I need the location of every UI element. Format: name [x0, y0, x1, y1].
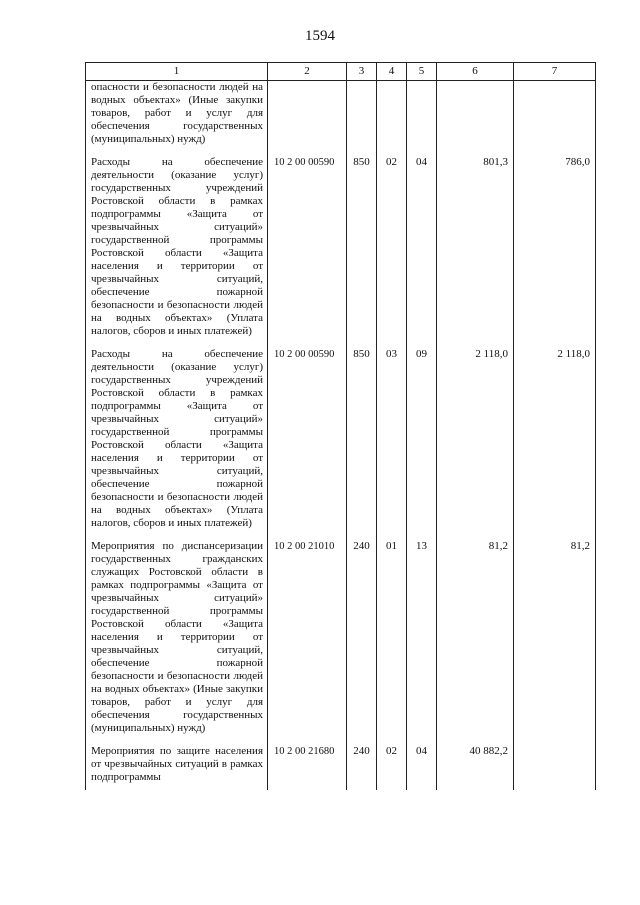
row-col6: 801,3 [437, 152, 514, 344]
row-col4: 01 [377, 536, 407, 741]
column-header: 5 [407, 63, 437, 81]
row-col4: 02 [377, 741, 407, 790]
row-col7: 81,2 [514, 536, 596, 741]
row-col5: 04 [407, 152, 437, 344]
row-code: 10 2 00 21680 [268, 741, 347, 790]
row-col6: 2 118,0 [437, 344, 514, 536]
row-col6 [437, 81, 514, 153]
row-col7 [514, 741, 596, 790]
column-header: 2 [268, 63, 347, 81]
table-row [86, 344, 596, 536]
row-col6: 81,2 [437, 536, 514, 741]
row-col6: 40 882,2 [437, 741, 514, 790]
row-col5: 09 [407, 344, 437, 536]
row-col3: 240 [347, 536, 377, 741]
row-description: Расходы на обеспечение деятельности (оказание услуг) государственных учреждений Ростовской области в рамках подпрограммы «Защита от чрезвычайных ситуаций» государственной программы Ростовской области «Защита населения и территории от чрезвычайных ситуаций, обеспечение пожарной безопасности и безопасности людей на водных объектах» (Уплата налогов, сборов и иных платежей) [86, 344, 268, 536]
row-code: 10 2 00 21010 [268, 536, 347, 741]
row-code: 10 2 00 00590 [268, 344, 347, 536]
column-header: 3 [347, 63, 377, 81]
row-col4 [377, 81, 407, 153]
table-row [86, 81, 596, 153]
row-col3: 240 [347, 741, 377, 790]
table-row [86, 152, 596, 344]
row-col3 [347, 81, 377, 153]
row-col7: 2 118,0 [514, 344, 596, 536]
row-col5: 13 [407, 536, 437, 741]
column-header: 4 [377, 63, 407, 81]
row-col5 [407, 81, 437, 153]
row-code: 10 2 00 00590 [268, 152, 347, 344]
table-row [86, 536, 596, 741]
column-header: 1 [86, 63, 268, 81]
column-header: 6 [437, 63, 514, 81]
row-col3: 850 [347, 344, 377, 536]
row-col4: 03 [377, 344, 407, 536]
row-description: Мероприятия по диспансеризации государственных гражданских служащих Ростовской области в рамках подпрограммы «Защита от чрезвычайных ситуаций» государственной программы Ростовской области «Защита населения и территории от чрезвычайных ситуаций, обеспечение пожарной безопасности и безопасности людей на водных объектах» (Иные закупки товаров, работ и услуг для обеспечения государственных (муниципальных) нужд) [86, 536, 268, 741]
row-col4: 02 [377, 152, 407, 344]
row-col7 [514, 81, 596, 153]
table-row [86, 741, 596, 790]
row-col5: 04 [407, 741, 437, 790]
page-number: 1594 [305, 28, 335, 44]
row-col3: 850 [347, 152, 377, 344]
row-code [268, 81, 347, 153]
row-col7: 786,0 [514, 152, 596, 344]
column-header: 7 [514, 63, 596, 81]
row-description: Мероприятия по защите населения от чрезвычайных ситуаций в рамках подпрограммы [86, 741, 268, 790]
row-description: опасности и безопасности людей на водных объектах» (Иные закупки товаров, работ и услуг для обеспечения государственных (муниципальных) нужд) [86, 81, 268, 153]
budget-table [85, 62, 596, 790]
row-description: Расходы на обеспечение деятельности (оказание услуг) государственных учреждений Ростовской области в рамках подпрограммы «Защита от чрезвычайных ситуаций» государственной программы Ростовской области «Защита населения и территории от чрезвычайных ситуаций, обеспечение пожарной безопасности и безопасности людей на водных объектах» (Уплата налогов, сборов и иных платежей) [86, 152, 268, 344]
table-header-row [86, 63, 596, 81]
